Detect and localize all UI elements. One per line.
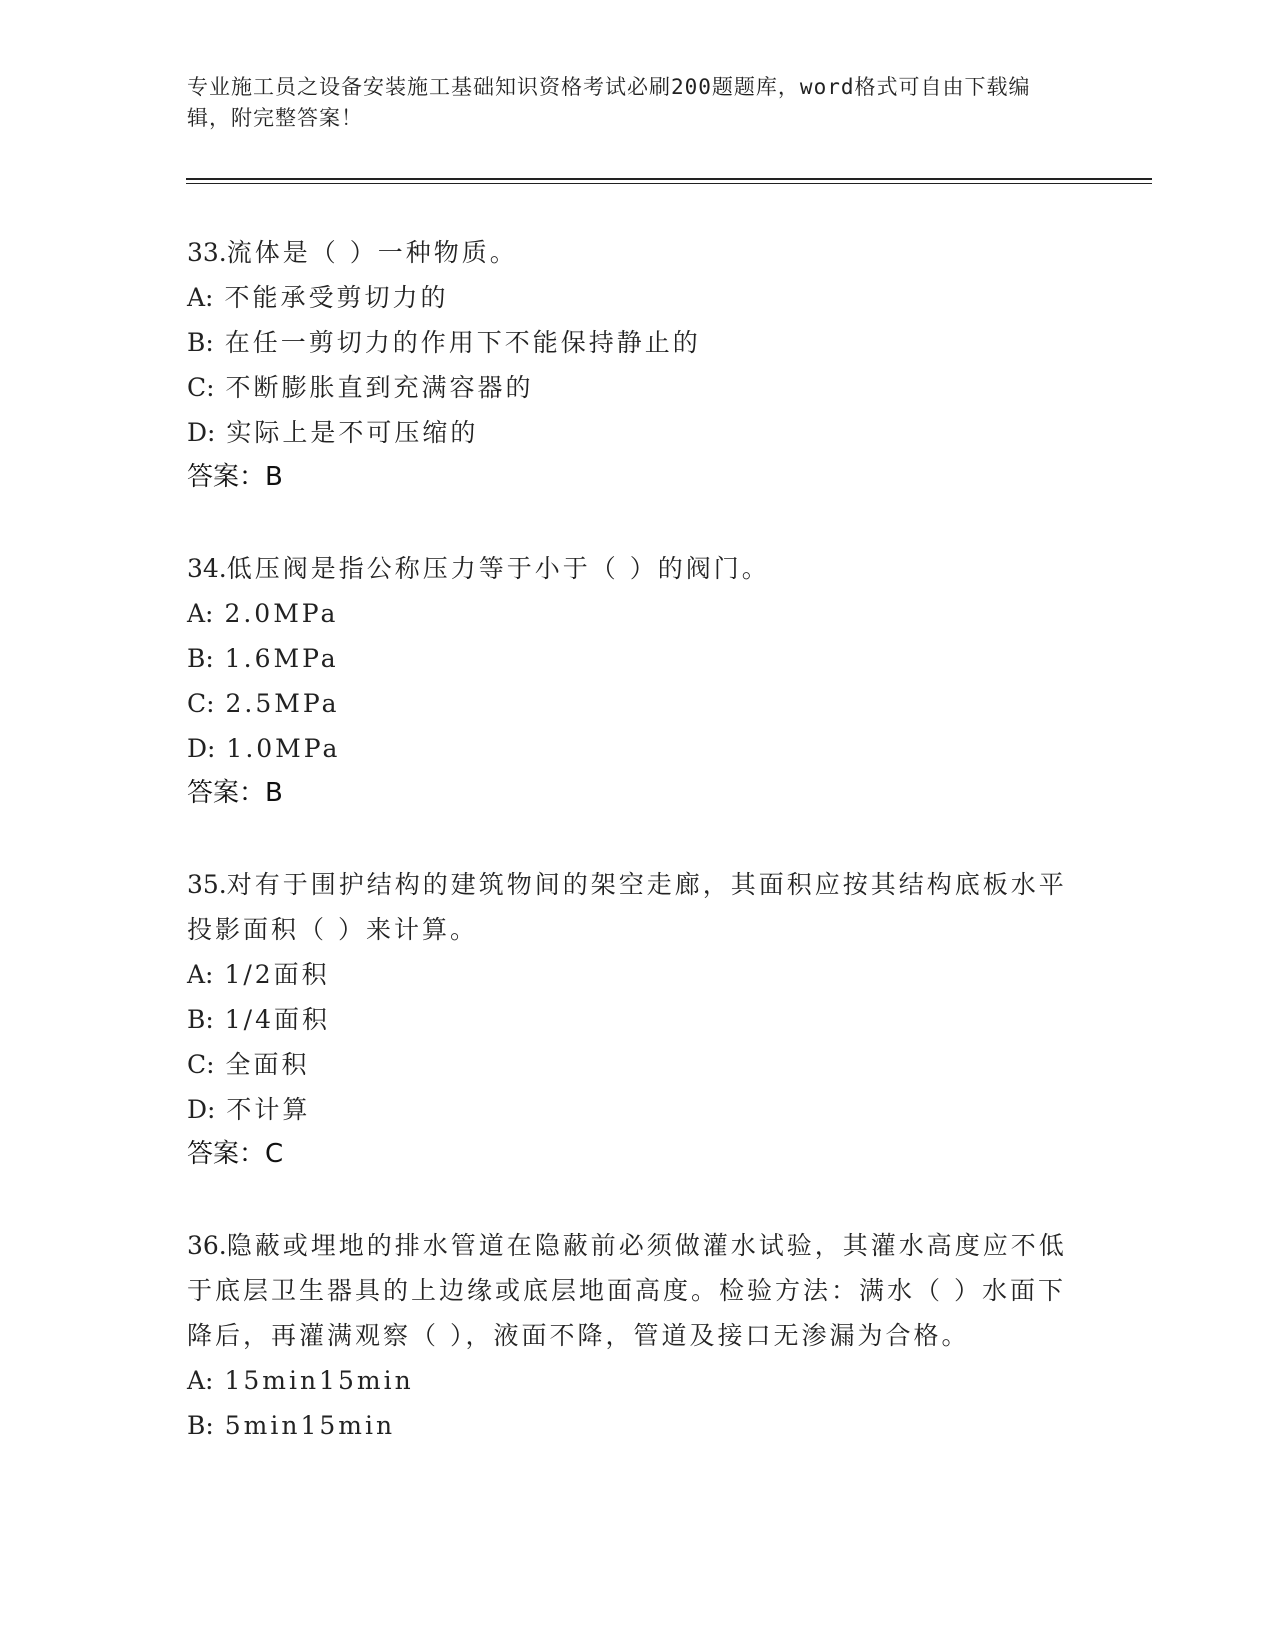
option-text: 不能承受剪切力的 [224,283,449,312]
option-letter: B: [187,1411,214,1440]
option-d [187,1087,1087,1132]
option-b [187,636,1087,681]
option-b [187,1403,1087,1448]
option-letter: D: [187,418,216,447]
option-letter: B: [187,644,214,673]
option-letter: D: [187,734,216,763]
question-stem [187,1223,1087,1358]
option-d [187,726,1087,771]
option-letter: A: [187,599,214,628]
option-letter: A: [187,1366,214,1395]
option-text: 1.0MPa [226,734,341,763]
option-letter: A: [187,960,214,989]
option-text: 2.0MPa [224,599,339,628]
option-c [187,1042,1087,1087]
question-34 [187,546,1087,816]
question-number: 36. [187,1231,227,1260]
answer-line: 答案：B [187,462,283,492]
option-text: 5min15min [224,1411,396,1440]
option-letter: C: [187,689,215,718]
option-a [187,952,1087,997]
question-stem [187,230,1087,275]
option-letter: B: [187,328,214,357]
option-a [187,275,1087,320]
question-list [187,230,1087,1494]
option-text: 1.6MPa [224,644,339,673]
question-number: 35. [187,870,227,899]
option-text: 不断膨胀直到充满容器的 [225,373,534,402]
question-text: 隐蔽或埋地的排水管道在隐蔽前必须做灌水试验，其灌水高度应不低于底层卫生器具的上边缘或底层地面高度。检验方法：满水（ ）水面下降后，再灌满观察（ ），液面不降，管道及接口无渗漏为合格。 [187,1231,1067,1350]
answer-line: 答案：B [187,778,283,808]
option-text: 全面积 [225,1050,310,1079]
option-a [187,1358,1087,1403]
question-text: 低压阀是指公称压力等于小于（ ）的阀门。 [226,554,770,583]
option-text: 1/2面积 [224,960,330,989]
option-letter: B: [187,1005,214,1034]
question-stem [187,546,1087,591]
option-letter: D: [187,1095,216,1124]
option-c [187,365,1087,410]
option-letter: A: [187,283,214,312]
question-33 [187,230,1087,500]
option-letter: C: [187,1050,215,1079]
answer-line: 答案：C [187,1139,284,1169]
option-b [187,997,1087,1042]
option-a [187,591,1087,636]
question-36 [187,1223,1087,1448]
option-text: 2.5MPa [225,689,340,718]
option-text: 不计算 [226,1095,311,1124]
option-c [187,681,1087,726]
header-divider [186,178,1152,184]
option-d [187,410,1087,455]
question-number: 33. [187,238,227,267]
document-header [187,72,1067,134]
option-text: 15min15min [224,1366,414,1395]
question-text: 流体是（ ）一种物质。 [226,238,518,267]
question-35 [187,862,1087,1177]
question-text: 对有于围护结构的建筑物间的架空走廊，其面积应按其结构底板水平投影面积（ ）来计算。 [187,870,1067,944]
option-text: 在任一剪切力的作用下不能保持静止的 [224,328,701,357]
option-letter: C: [187,373,215,402]
option-b [187,320,1087,365]
question-number: 34. [187,554,227,583]
option-text: 1/4面积 [224,1005,330,1034]
question-stem [187,862,1087,952]
option-text: 实际上是不可压缩的 [226,418,479,447]
header-text: 专业施工员之设备安装施工基础知识资格考试必刷200题题库，word格式可自由下载编辑，附完整答案！ [187,75,1031,130]
